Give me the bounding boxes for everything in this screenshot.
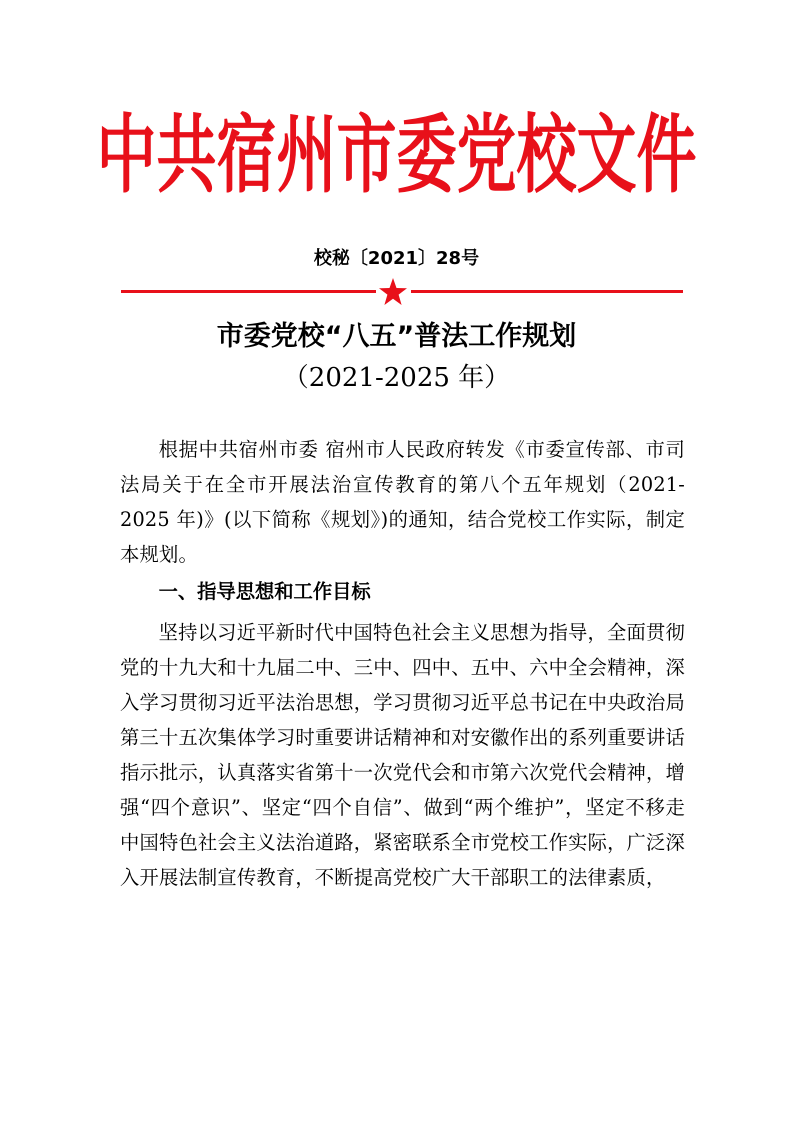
paragraph-guiding-ideology: 坚持以习近平新时代中国特色社会主义思想为指导，全面贯彻党的十九大和十九届二中、三中、四中、五中、六中全会精神，深入学习贯彻习近平法治思想，学习贯彻习近平总书记在中央政治局第三十五次集体学习时重要讲话精神和对安徽作出的系列重要讲话指示批示，认真落实省第十一次党代会和市第六次党代会精神，增强“四个意识”、坚定“四个自信”、做到“两个维护”，坚定不移走中国特色社会主义法治道路，紧密联系全市党校工作实际，广泛深入开展法制宣传教育，不断提高党校广大干部职工的法律素质， — [120, 621, 685, 889]
document-number: 校秘〔2021〕28号 — [313, 248, 480, 269]
red-divider-left — [121, 290, 376, 293]
star-icon — [378, 278, 408, 306]
section-heading: 一、指导思想和工作目标 — [158, 580, 371, 603]
document-subtitle: （2021-2025 年） — [282, 363, 511, 393]
paragraph-intro: 根据中共宿州市委 宿州市人民政府转发《市委宣传部、市司法局关于在全市开展法治宣传教育的第八个五年规划（2021-2025 年)》(以下简称《规划》)的通知，结合党校工作实际，制定本规划。 — [120, 438, 685, 566]
document-title: 市委党校“八五”普法工作规划 — [216, 321, 577, 352]
red-divider-right — [411, 290, 683, 293]
masthead-title: 中共宿州市委党校文件 — [96, 106, 697, 206]
document-body — [120, 432, 685, 895]
